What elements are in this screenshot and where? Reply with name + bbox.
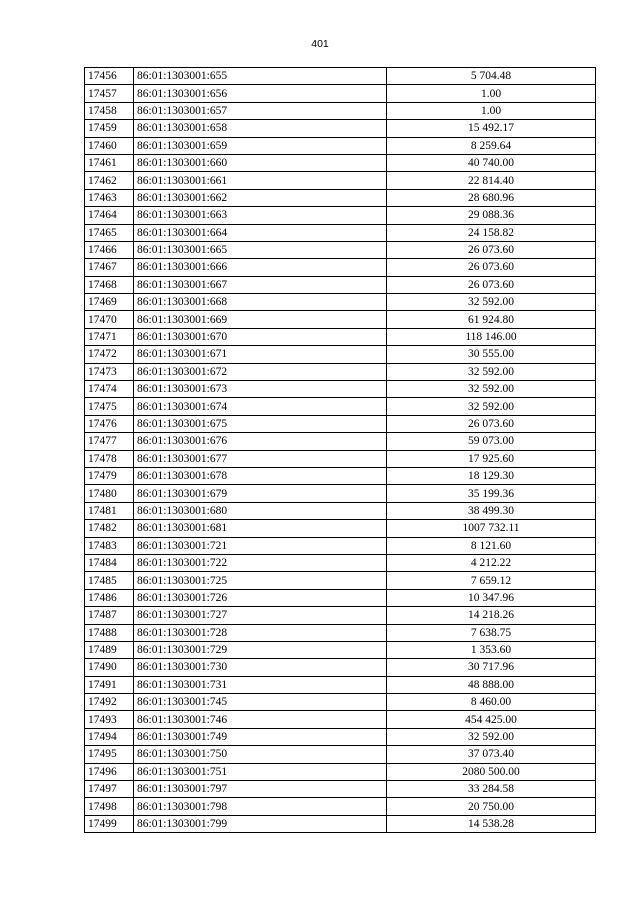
row-number-cell: 17465	[85, 224, 134, 241]
table-row	[85, 137, 596, 154]
cadastral-value-cell: 32 592.00	[387, 728, 596, 745]
row-number-cell: 17462	[85, 172, 134, 189]
table-row	[85, 276, 596, 293]
cadastral-value-cell: 28 680.96	[387, 189, 596, 206]
cadastral-value-cell: 29 088.36	[387, 207, 596, 224]
cadastral-value-cell: 5 704.48	[387, 68, 596, 85]
row-number-cell: 17487	[85, 607, 134, 624]
cadastral-value-cell: 1.00	[387, 102, 596, 119]
table-row	[85, 102, 596, 119]
cadastral-number-cell: 86:01:1303001:656	[134, 85, 387, 102]
row-number-cell: 17476	[85, 415, 134, 432]
row-number-cell: 17490	[85, 659, 134, 676]
cadastral-value-cell: 20 750.00	[387, 798, 596, 815]
table-row	[85, 641, 596, 658]
table-row	[85, 624, 596, 641]
row-number-cell: 17494	[85, 728, 134, 745]
table-row	[85, 520, 596, 537]
cadastral-value-cell: 1 353.60	[387, 641, 596, 658]
row-number-cell: 17470	[85, 311, 134, 328]
table-row	[85, 294, 596, 311]
row-number-cell: 17466	[85, 241, 134, 258]
cadastral-number-cell: 86:01:1303001:668	[134, 294, 387, 311]
cadastral-number-cell: 86:01:1303001:665	[134, 241, 387, 258]
cadastral-number-cell: 86:01:1303001:663	[134, 207, 387, 224]
table-row	[85, 815, 596, 832]
cadastral-value-cell: 24 158.82	[387, 224, 596, 241]
table-row	[85, 363, 596, 380]
cadastral-number-cell: 86:01:1303001:722	[134, 554, 387, 571]
cadastral-value-cell: 59 073.00	[387, 433, 596, 450]
cadastral-number-cell: 86:01:1303001:728	[134, 624, 387, 641]
cadastral-value-cell: 2080 500.00	[387, 763, 596, 780]
cadastral-number-cell: 86:01:1303001:664	[134, 224, 387, 241]
page-number: 401	[311, 38, 329, 50]
row-number-cell: 17460	[85, 137, 134, 154]
cadastral-number-cell: 86:01:1303001:797	[134, 781, 387, 798]
cadastral-number-cell: 86:01:1303001:657	[134, 102, 387, 119]
row-number-cell: 17482	[85, 520, 134, 537]
table-row	[85, 676, 596, 693]
table-row	[85, 85, 596, 102]
cadastral-value-cell: 33 284.58	[387, 781, 596, 798]
table-row	[85, 415, 596, 432]
row-number-cell: 17480	[85, 485, 134, 502]
row-number-cell: 17459	[85, 120, 134, 137]
cadastral-value-cell: 8 460.00	[387, 694, 596, 711]
table-row	[85, 381, 596, 398]
cadastral-number-cell: 86:01:1303001:721	[134, 537, 387, 554]
row-number-cell: 17485	[85, 572, 134, 589]
cadastral-value-cell: 18 129.30	[387, 467, 596, 484]
row-number-cell: 17486	[85, 589, 134, 606]
cadastral-value-cell: 32 592.00	[387, 363, 596, 380]
row-number-cell: 17457	[85, 85, 134, 102]
cadastral-value-cell: 38 499.30	[387, 502, 596, 519]
table-row	[85, 398, 596, 415]
row-number-cell: 17468	[85, 276, 134, 293]
row-number-cell: 17471	[85, 328, 134, 345]
row-number-cell: 17497	[85, 781, 134, 798]
cadastral-number-cell: 86:01:1303001:746	[134, 711, 387, 728]
cadastral-value-cell: 8 259.64	[387, 137, 596, 154]
cadastral-number-cell: 86:01:1303001:751	[134, 763, 387, 780]
cadastral-number-cell: 86:01:1303001:750	[134, 746, 387, 763]
table-row	[85, 120, 596, 137]
table-row	[85, 450, 596, 467]
cadastral-value-cell: 30 717.96	[387, 659, 596, 676]
cadastral-number-cell: 86:01:1303001:676	[134, 433, 387, 450]
row-number-cell: 17474	[85, 381, 134, 398]
table-row	[85, 328, 596, 345]
row-number-cell: 17472	[85, 346, 134, 363]
table-row	[85, 694, 596, 711]
cadastral-value-cell: 48 888.00	[387, 676, 596, 693]
cadastral-value-cell: 32 592.00	[387, 381, 596, 398]
table-row	[85, 537, 596, 554]
row-number-cell: 17483	[85, 537, 134, 554]
table-row	[85, 172, 596, 189]
row-number-cell: 17469	[85, 294, 134, 311]
table-row	[85, 572, 596, 589]
table-row	[85, 763, 596, 780]
cadastral-number-cell: 86:01:1303001:726	[134, 589, 387, 606]
row-number-cell: 17463	[85, 189, 134, 206]
cadastral-value-cell: 26 073.60	[387, 241, 596, 258]
table-row	[85, 485, 596, 502]
cadastral-number-cell: 86:01:1303001:672	[134, 363, 387, 380]
cadastral-value-cell: 30 555.00	[387, 346, 596, 363]
cadastral-value-cell: 32 592.00	[387, 294, 596, 311]
cadastral-value-cell: 10 347.96	[387, 589, 596, 606]
cadastral-value-cell: 40 740.00	[387, 154, 596, 171]
cadastral-number-cell: 86:01:1303001:660	[134, 154, 387, 171]
table-row	[85, 711, 596, 728]
table-row	[85, 607, 596, 624]
cadastral-number-cell: 86:01:1303001:666	[134, 259, 387, 276]
row-number-cell: 17464	[85, 207, 134, 224]
cadastral-number-cell: 86:01:1303001:749	[134, 728, 387, 745]
cadastral-value-cell: 37 073.40	[387, 746, 596, 763]
cadastral-number-cell: 86:01:1303001:798	[134, 798, 387, 815]
cadastral-value-cell: 1.00	[387, 85, 596, 102]
cadastral-value-cell: 26 073.60	[387, 415, 596, 432]
table-row	[85, 502, 596, 519]
row-number-cell: 17491	[85, 676, 134, 693]
cadastral-number-cell: 86:01:1303001:671	[134, 346, 387, 363]
cadastral-number-cell: 86:01:1303001:678	[134, 467, 387, 484]
table-row	[85, 728, 596, 745]
cadastral-number-cell: 86:01:1303001:669	[134, 311, 387, 328]
cadastral-number-cell: 86:01:1303001:745	[134, 694, 387, 711]
table-body	[85, 68, 596, 833]
cadastral-number-cell: 86:01:1303001:677	[134, 450, 387, 467]
row-number-cell: 17496	[85, 763, 134, 780]
cadastral-number-cell: 86:01:1303001:729	[134, 641, 387, 658]
table-row	[85, 207, 596, 224]
cadastral-value-cell: 32 592.00	[387, 398, 596, 415]
table-row	[85, 433, 596, 450]
cadastral-number-cell: 86:01:1303001:667	[134, 276, 387, 293]
cadastral-number-cell: 86:01:1303001:662	[134, 189, 387, 206]
cadastral-number-cell: 86:01:1303001:655	[134, 68, 387, 85]
row-number-cell: 17479	[85, 467, 134, 484]
table-row	[85, 311, 596, 328]
cadastral-number-cell: 86:01:1303001:661	[134, 172, 387, 189]
cadastral-value-cell: 17 925.60	[387, 450, 596, 467]
row-number-cell: 17484	[85, 554, 134, 571]
cadastral-value-cell: 35 199.36	[387, 485, 596, 502]
table-row	[85, 589, 596, 606]
cadastral-number-cell: 86:01:1303001:725	[134, 572, 387, 589]
cadastral-value-cell: 7 659.12	[387, 572, 596, 589]
cadastral-number-cell: 86:01:1303001:658	[134, 120, 387, 137]
table-row	[85, 68, 596, 85]
cadastral-number-cell: 86:01:1303001:731	[134, 676, 387, 693]
cadastral-value-cell: 22 814.40	[387, 172, 596, 189]
cadastral-value-cell: 14 218.26	[387, 607, 596, 624]
row-number-cell: 17481	[85, 502, 134, 519]
cadastral-value-cell: 61 924.80	[387, 311, 596, 328]
table-row	[85, 659, 596, 676]
row-number-cell: 17456	[85, 68, 134, 85]
row-number-cell: 17495	[85, 746, 134, 763]
table-row	[85, 467, 596, 484]
cadastral-value-table	[84, 67, 596, 833]
cadastral-value-cell: 1007 732.11	[387, 520, 596, 537]
cadastral-value-cell: 15 492.17	[387, 120, 596, 137]
table-row	[85, 346, 596, 363]
row-number-cell: 17499	[85, 815, 134, 832]
table-row	[85, 189, 596, 206]
cadastral-number-cell: 86:01:1303001:799	[134, 815, 387, 832]
cadastral-number-cell: 86:01:1303001:673	[134, 381, 387, 398]
cadastral-value-cell: 454 425.00	[387, 711, 596, 728]
row-number-cell: 17498	[85, 798, 134, 815]
cadastral-value-cell: 4 212.22	[387, 554, 596, 571]
table-row	[85, 781, 596, 798]
table-row	[85, 554, 596, 571]
row-number-cell: 17488	[85, 624, 134, 641]
cadastral-number-cell: 86:01:1303001:670	[134, 328, 387, 345]
cadastral-number-cell: 86:01:1303001:681	[134, 520, 387, 537]
cadastral-value-cell: 26 073.60	[387, 276, 596, 293]
cadastral-number-cell: 86:01:1303001:675	[134, 415, 387, 432]
table-row	[85, 224, 596, 241]
cadastral-number-cell: 86:01:1303001:730	[134, 659, 387, 676]
row-number-cell: 17458	[85, 102, 134, 119]
cadastral-value-cell: 14 538.28	[387, 815, 596, 832]
cadastral-number-cell: 86:01:1303001:674	[134, 398, 387, 415]
table-row	[85, 241, 596, 258]
cadastral-number-cell: 86:01:1303001:659	[134, 137, 387, 154]
cadastral-value-cell: 118 146.00	[387, 328, 596, 345]
cadastral-number-cell: 86:01:1303001:680	[134, 502, 387, 519]
row-number-cell: 17477	[85, 433, 134, 450]
cadastral-number-cell: 86:01:1303001:679	[134, 485, 387, 502]
table-row	[85, 746, 596, 763]
row-number-cell: 17492	[85, 694, 134, 711]
row-number-cell: 17493	[85, 711, 134, 728]
cadastral-value-cell: 8 121.60	[387, 537, 596, 554]
row-number-cell: 17473	[85, 363, 134, 380]
cadastral-value-cell: 7 638.75	[387, 624, 596, 641]
row-number-cell: 17475	[85, 398, 134, 415]
row-number-cell: 17461	[85, 154, 134, 171]
row-number-cell: 17467	[85, 259, 134, 276]
table-row	[85, 259, 596, 276]
table-row	[85, 798, 596, 815]
table-row	[85, 154, 596, 171]
row-number-cell: 17478	[85, 450, 134, 467]
cadastral-number-cell: 86:01:1303001:727	[134, 607, 387, 624]
row-number-cell: 17489	[85, 641, 134, 658]
cadastral-value-cell: 26 073.60	[387, 259, 596, 276]
